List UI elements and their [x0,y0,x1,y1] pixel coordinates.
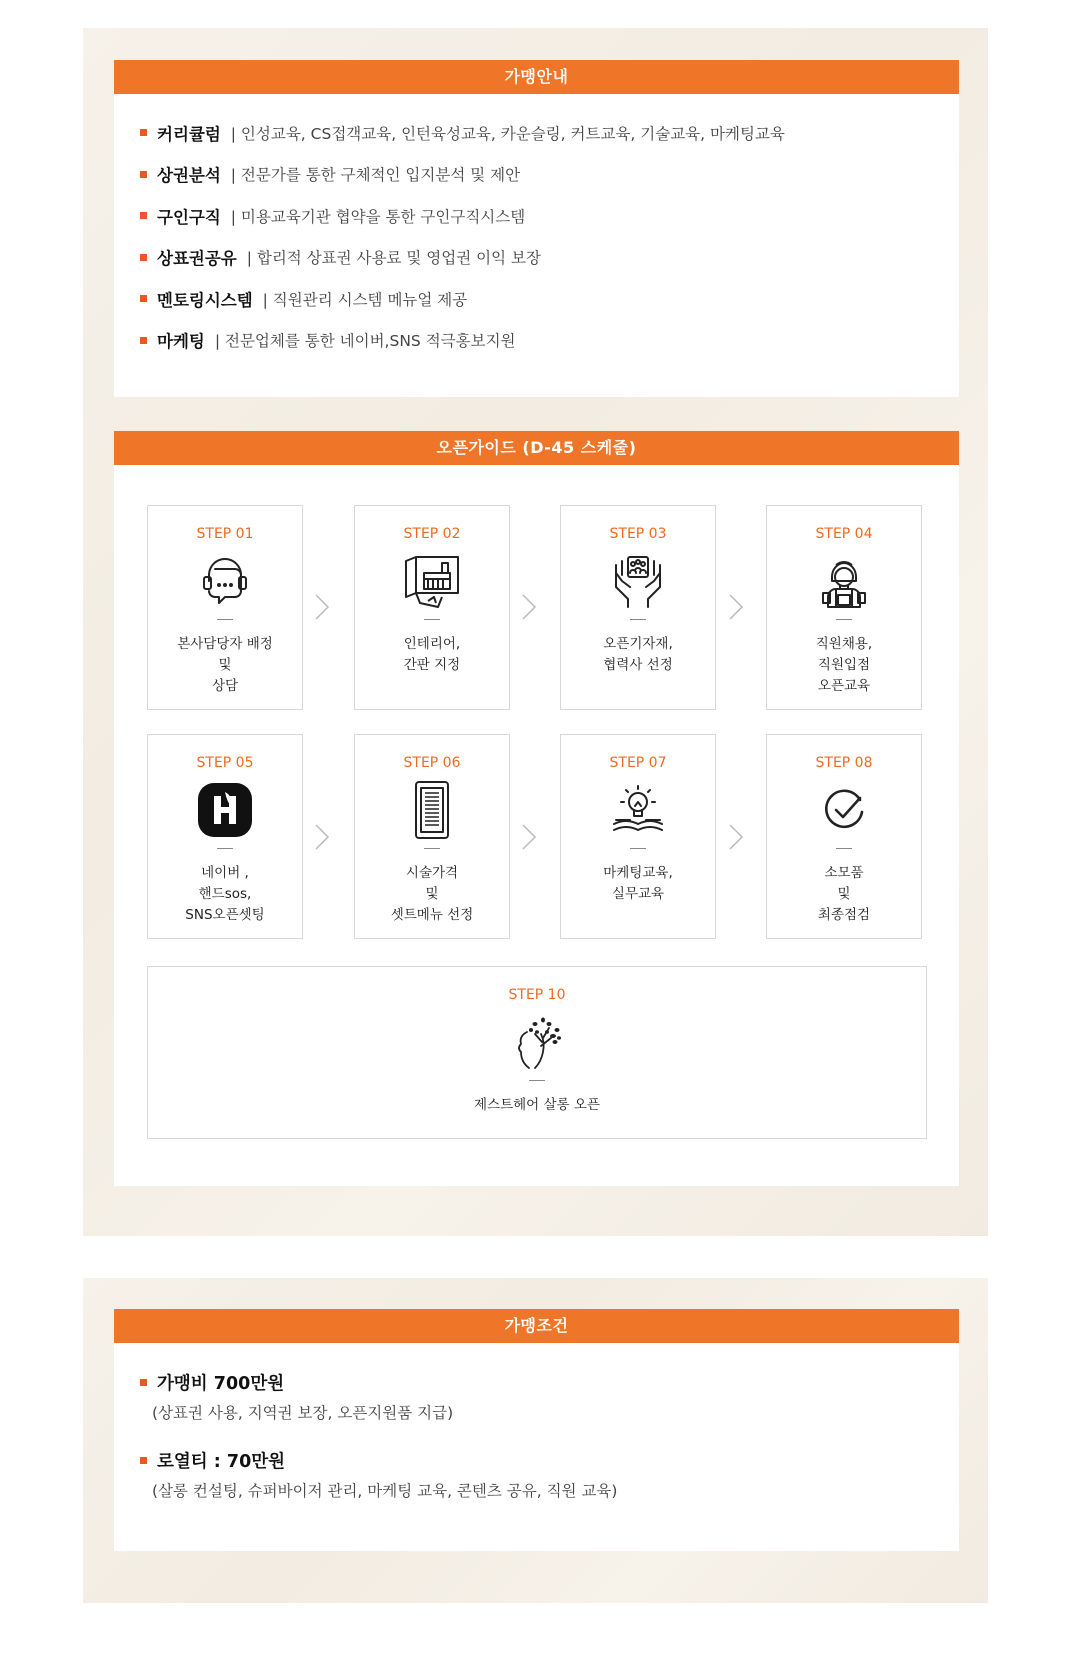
condition-name: 로열티 : 70만원 [157,1451,286,1472]
step-text: 시술가격 및 셋트메뉴 선정 [390,865,474,923]
bullet-icon [140,171,147,178]
bullet-icon [140,212,147,219]
step-text: 마케팅교육, 실무교육 [603,865,673,902]
open-guide-title: 오픈가이드 (D-45 스케줄) [114,431,959,465]
condition-note: (살롱 컨설팅, 슈퍼바이저 관리, 마케팅 교육, 콘텐츠 공유, 직원 교육) [152,1482,618,1500]
step-text: 제스트헤어 살롱 오픈 [474,1097,600,1113]
step-card [354,505,510,710]
step-card [354,734,510,939]
benefit-item: 구인구직 | 미용교육기관 협약을 통한 구인구직시스템 [140,195,959,237]
chevron-right-icon [521,823,537,851]
condition-item [140,1369,959,1425]
conditions-title: 가맹조건 [114,1309,959,1343]
check-circle-icon [814,780,874,840]
step-text: 인테리어, 간판 지정 [403,636,461,673]
step-divider [424,848,440,849]
step-divider [217,619,233,620]
bullet-icon [140,337,147,344]
step-card-final [147,966,927,1139]
step-label: STEP 07 [609,755,667,771]
chevron-right-icon [728,593,744,621]
bullet-icon [140,1457,147,1464]
headset-chat-icon [195,551,255,611]
bullet-icon [140,129,147,136]
condition-item [140,1447,959,1503]
step-card [560,505,716,710]
step-card [147,734,303,939]
open-guide-card [114,431,959,1186]
step-card [766,505,922,710]
bullet-icon [140,1379,147,1386]
chevron-right-icon [521,593,537,621]
step-label: STEP 04 [815,526,873,542]
step-text: 오픈기자재, 협력사 선정 [603,636,673,673]
franchise-info-title: 가맹안내 [114,60,959,94]
step-label: STEP 01 [196,526,254,542]
handsos-app-icon [195,780,255,840]
tree-head-icon [507,1012,567,1072]
interior-blueprint-icon [402,551,462,611]
step-divider [836,848,852,849]
benefit-item: 멘토링시스템 | 직원관리 시스템 메뉴얼 제공 [140,278,959,320]
step-text: 본사담당자 배정 및 상담 [177,636,273,694]
step-text: 소모품 및 최종점검 [817,865,871,923]
step-card [560,734,716,939]
step-card [766,734,922,939]
bullet-icon [140,254,147,261]
conditions-card [114,1309,959,1551]
staff-woman-icon [814,551,874,611]
lightbulb-book-icon [608,780,668,840]
step-label: STEP 02 [403,526,461,542]
chevron-right-icon [314,593,330,621]
benefit-item: 커리큘럼 | 인성교육, CS접객교육, 인턴육성교육, 카운슬링, 커트교육, 기술교육, 마케팅교육 [140,112,959,154]
benefit-item: 마케팅 | 전문업체를 통한 네이버,SNS 적극홍보지원 [140,320,959,362]
benefit-list [114,94,959,361]
step-label: STEP 06 [403,755,461,771]
hands-group-icon [608,551,668,611]
step-card [147,505,303,710]
price-menu-icon [402,780,462,840]
bullet-icon [140,295,147,302]
step-label: STEP 05 [196,755,254,771]
chevron-right-icon [314,823,330,851]
franchise-info-card [114,60,959,397]
step-label: STEP 03 [609,526,667,542]
step-divider [630,619,646,620]
step-text: 직원채용, 직원입점 오픈교육 [815,636,873,694]
step-divider [217,848,233,849]
step-divider [529,1080,545,1081]
step-divider [836,619,852,620]
step-text: 네이버 , 핸드sos, SNS오픈셋팅 [185,865,265,923]
chevron-right-icon [728,823,744,851]
benefit-item: 상표권공유 | 합리적 상표권 사용료 및 영업권 이익 보장 [140,237,959,279]
step-divider [424,619,440,620]
condition-list [114,1343,959,1503]
step-label: STEP 10 [508,987,566,1003]
condition-note: (상표권 사용, 지역권 보장, 오픈지원품 지급) [152,1404,454,1422]
condition-name: 가맹비 700만원 [157,1373,285,1394]
benefit-item: 상권분석 | 전문가를 통한 구체적인 입지분석 및 제안 [140,154,959,196]
step-label: STEP 08 [815,755,873,771]
step-divider [630,848,646,849]
